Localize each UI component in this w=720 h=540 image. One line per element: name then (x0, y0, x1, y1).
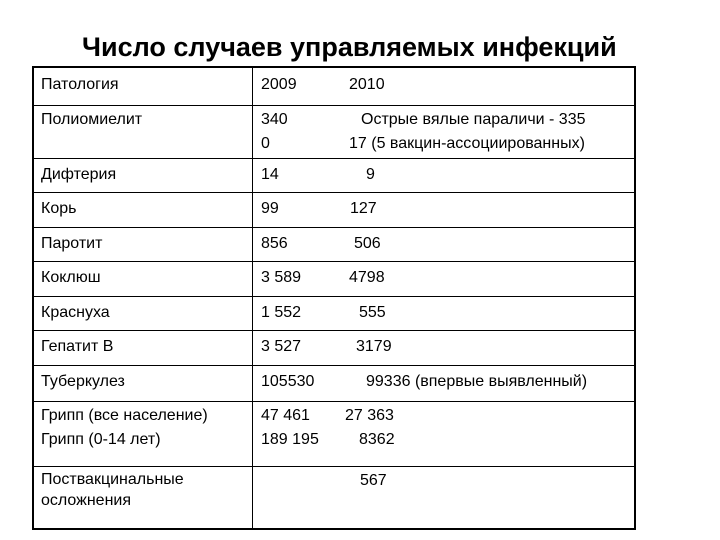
table-row (34, 261, 634, 297)
header-2010: 2010 (349, 76, 385, 93)
table-row (34, 466, 634, 530)
pathology-name: Дифтерия (41, 166, 117, 183)
infection-table (32, 66, 636, 530)
pathology-name: Грипп (0-14 лет) (41, 431, 161, 448)
pathology-name: Краснуха (41, 304, 110, 321)
header-pathology: Патология (41, 76, 119, 93)
value-2010: 99336 (впервые выявленный) (366, 373, 588, 390)
value-2009: 340 (261, 111, 288, 128)
pathology-name: Паротит (41, 235, 103, 252)
table-row (34, 401, 634, 467)
value-2009: 14 (261, 166, 279, 183)
value-2010: 567 (360, 472, 387, 489)
value-2009: 47 461 (261, 407, 310, 424)
pathology-name: Коклюш (41, 269, 101, 286)
table-row (34, 105, 634, 159)
page-title: Число случаев управляемых инфекций (82, 32, 617, 62)
value-2010: 3179 (356, 338, 392, 355)
table-row (34, 296, 634, 331)
table-row (34, 158, 634, 193)
table-row (34, 330, 634, 366)
table-header-row (34, 68, 634, 106)
pathology-name: Корь (41, 200, 77, 217)
value-2009: 99 (261, 200, 279, 217)
value-2010: Острые вялые параличи - 335 (361, 111, 586, 128)
value-2009: 3 527 (261, 338, 302, 355)
pathology-name: осложнения (41, 492, 132, 509)
value-2010: 4798 (349, 269, 385, 286)
table-row (34, 227, 634, 262)
pathology-name: Грипп (все население) (41, 407, 208, 424)
value-2009: 1 552 (261, 304, 302, 321)
table-row (34, 192, 634, 228)
value-2009: 3 589 (261, 269, 302, 286)
header-2009: 2009 (261, 76, 297, 93)
pathology-name: Гепатит В (41, 338, 114, 355)
value-2010: 127 (350, 200, 377, 217)
value-2010: 8362 (359, 431, 395, 448)
value-2010: 506 (354, 235, 381, 252)
value-2010: 17 (5 вакцин-ассоциированных) (349, 135, 585, 152)
pathology-name: Туберкулез (41, 373, 125, 390)
value-2010: 9 (366, 166, 375, 183)
value-2010: 27 363 (345, 407, 394, 424)
pathology-name: Полиомиелит (41, 111, 143, 128)
value-2009: 0 (261, 135, 270, 152)
pathology-name: Поствакцинальные (41, 471, 184, 488)
value-2009: 189 195 (261, 431, 319, 448)
value-2009: 856 (261, 235, 288, 252)
table-row (34, 365, 634, 402)
value-2009: 105530 (261, 373, 315, 390)
value-2010: 555 (359, 304, 386, 321)
